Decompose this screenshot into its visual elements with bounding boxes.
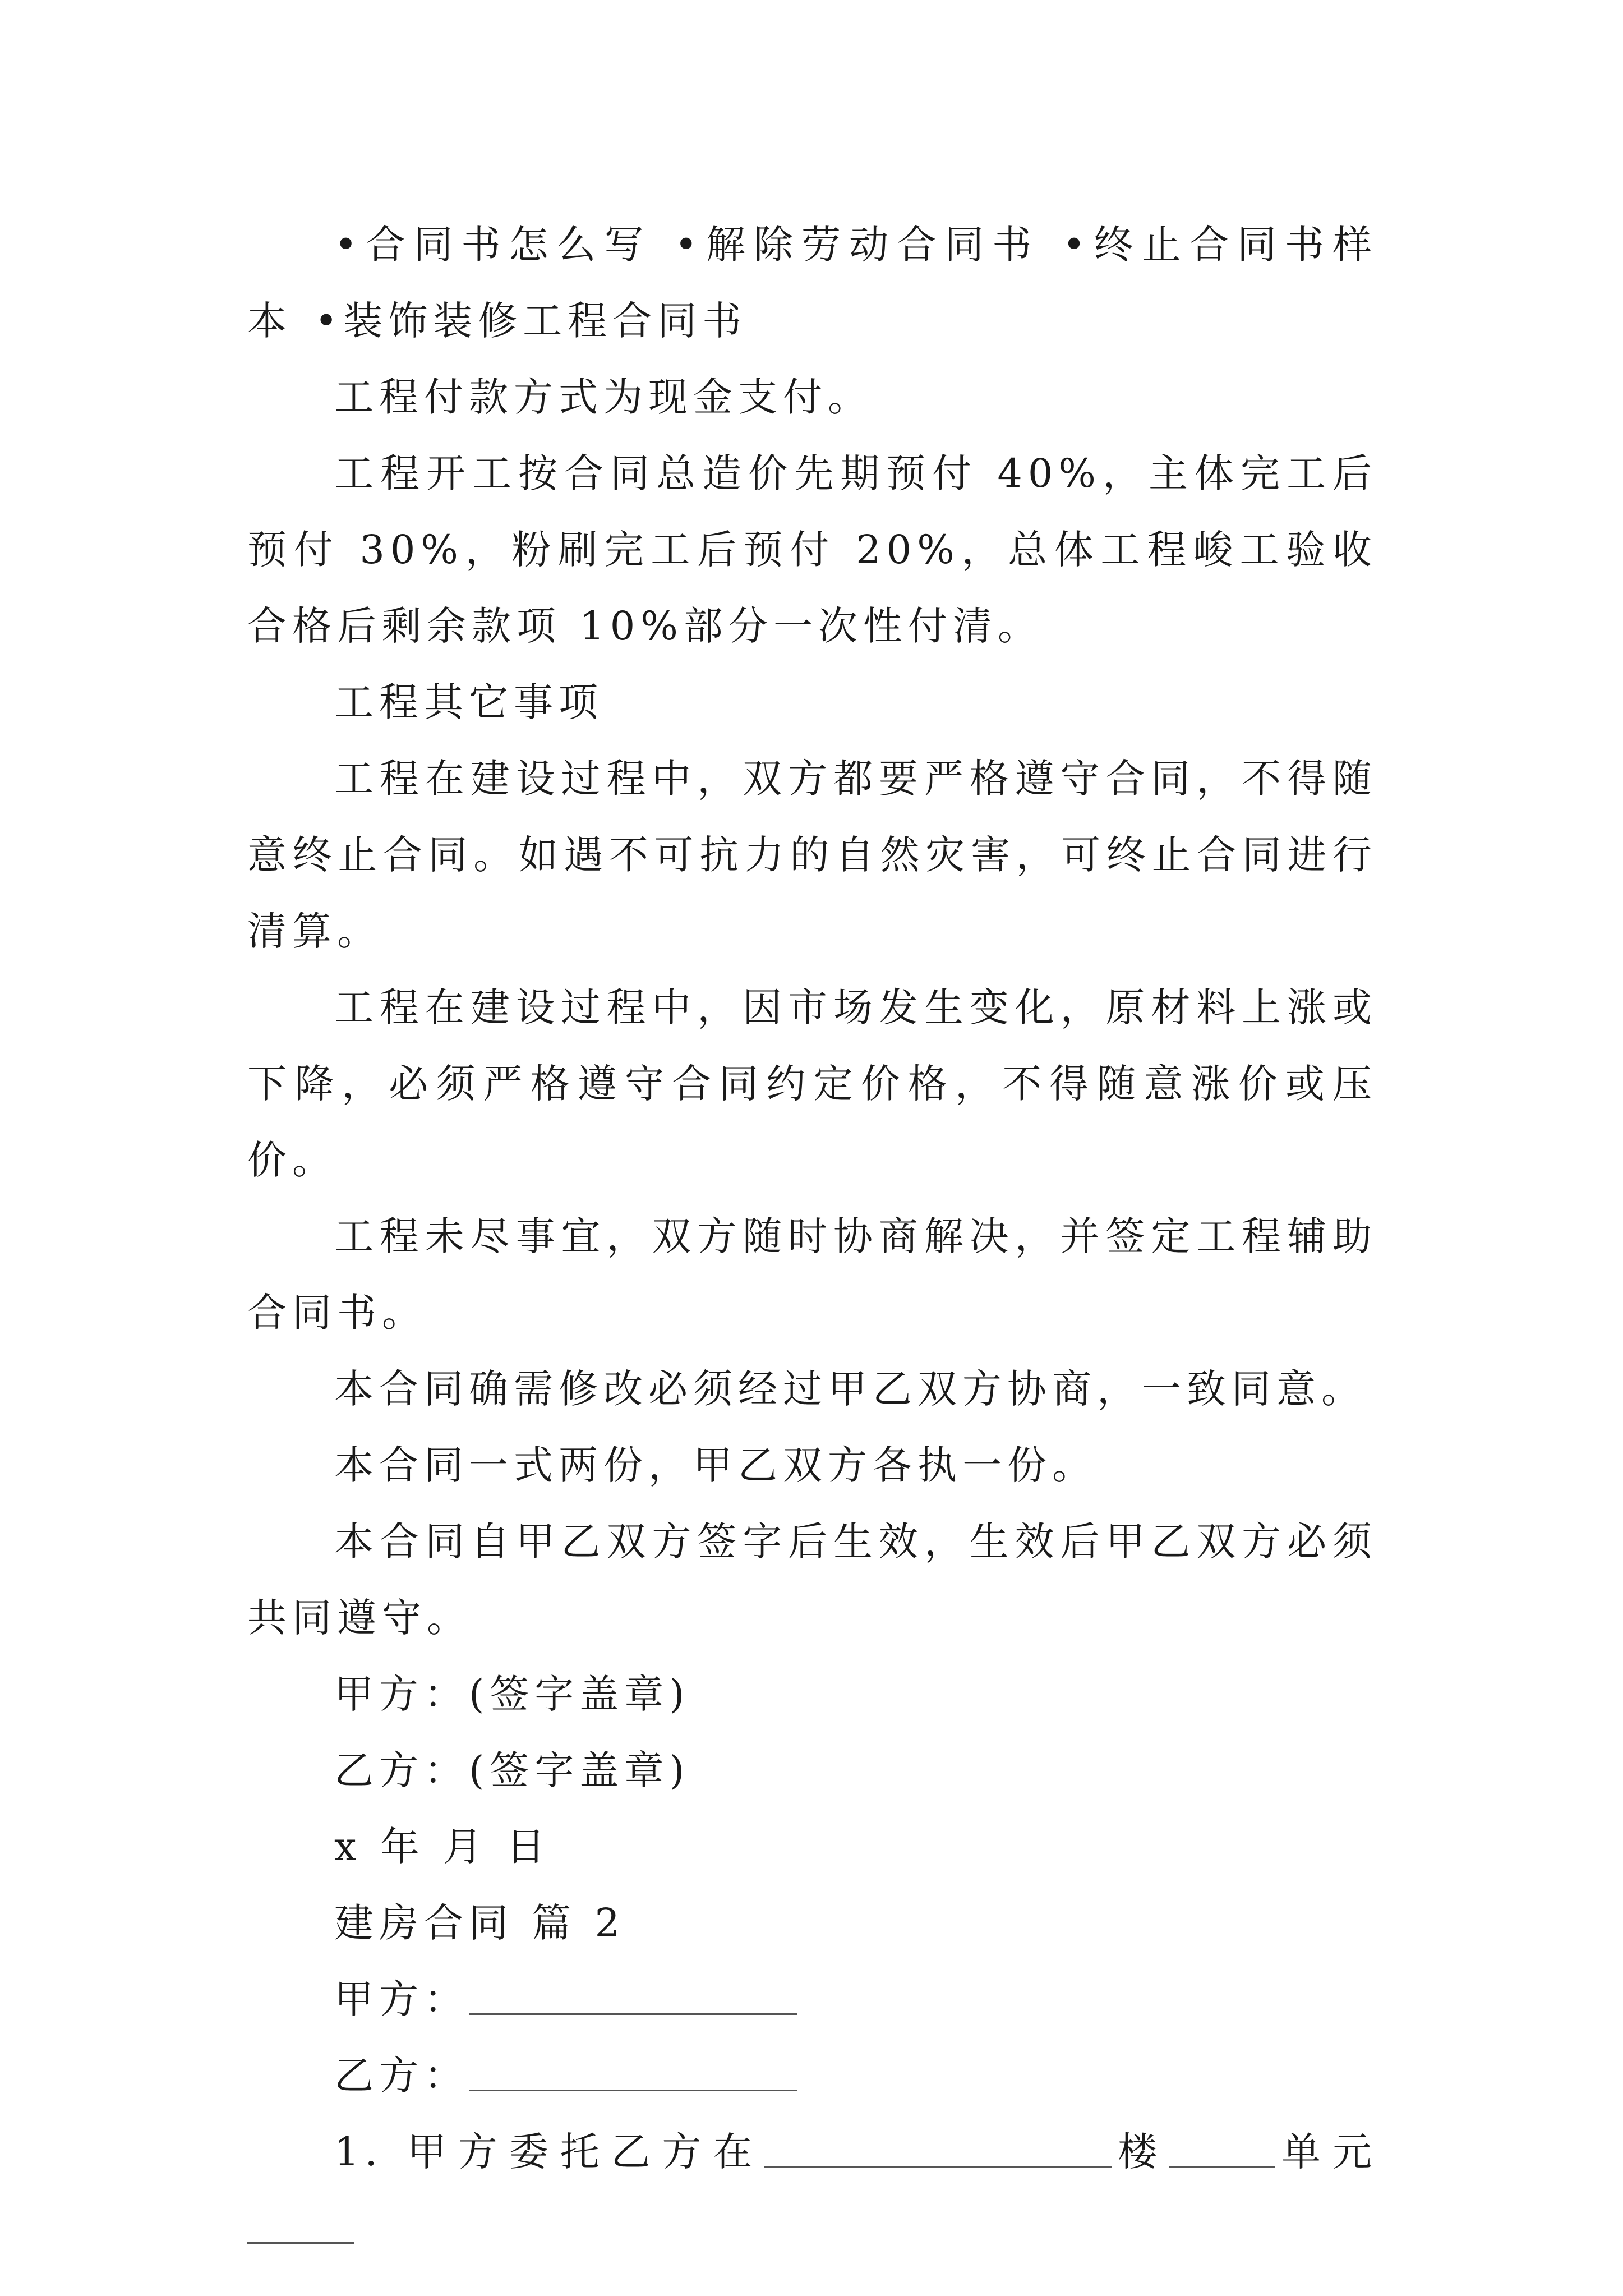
paragraph-modification: 本合同确需修改必须经过甲乙双方协商，一致同意。: [334, 1366, 1366, 1412]
section2-clause1: [247, 2114, 1377, 2266]
clause1-unit-blank[interactable]: [247, 2208, 354, 2244]
related-link-terminate-labor-contract[interactable]: •解除劳动合同书: [674, 222, 1040, 268]
section2-party-a-line: [247, 1961, 1377, 2037]
clause1-prefix: 1. 甲方委托乙方在: [334, 2129, 764, 2175]
paragraph-other-matters-heading: 工程其它事项: [334, 679, 603, 725]
paragraph-payment-method: 工程付款方式为现金支付。: [334, 374, 873, 420]
paragraph-effective: 本合同自甲乙双方签字后生效，生效后甲乙双方必须共同遵守。: [247, 1519, 1377, 1641]
signature-date: x 年 月 日: [334, 1824, 551, 1870]
paragraph-comply-contract: 工程在建设过程中，双方都要严格遵守合同，不得随意终止合同。如遇不可抗力的自然灾害，可终止合同进行清算。: [247, 756, 1377, 954]
related-link-decoration-contract[interactable]: •装饰装修工程合同书: [315, 298, 748, 344]
party-b-blank[interactable]: [469, 2056, 797, 2091]
clause1-unit: 单元: [1275, 2129, 1377, 2175]
document-body: [247, 206, 1377, 2266]
related-link-contract-how-to-write[interactable]: •合同书怎么写: [334, 222, 652, 268]
clause1-location-blank[interactable]: [764, 2132, 1112, 2168]
related-links-line: [247, 206, 1377, 359]
signature-party-b: 乙方：(签字盖章): [334, 1747, 690, 1793]
paragraph-unresolved-matters: 工程未尽事宜，双方随时协商解决，并签定工程辅助合同书。: [247, 1213, 1377, 1336]
section2-title: 建房合同 篇 2: [334, 1900, 626, 1946]
party-a-blank[interactable]: [469, 1980, 797, 2015]
paragraph-payment-schedule: 工程开工按合同总造价先期预付 40%，主体完工后预付 30%，粉刷完工后预付 20%，总体工程峻工验收合格后剩余款项 10%部分一次性付清。: [247, 450, 1377, 649]
signature-party-a: 甲方：(签字盖章): [334, 1671, 690, 1717]
party-b-label: 乙方：: [334, 2053, 469, 2099]
section2-party-b-line: [247, 2037, 1377, 2114]
related-link-termination-contract-sample[interactable]: •终止合同书样本: [247, 222, 1377, 344]
paragraph-copies: 本合同一式两份，甲乙双方各执一份。: [334, 1442, 1097, 1488]
clause1-building: 楼: [1112, 2129, 1169, 2175]
party-a-label: 甲方：: [334, 1976, 469, 2022]
clause1-building-blank[interactable]: [1169, 2132, 1275, 2168]
paragraph-market-price: 工程在建设过程中，因市场发生变化，原材料上涨或下降，必须严格遵守合同约定价格，不得随意涨价或压价。: [247, 984, 1377, 1183]
